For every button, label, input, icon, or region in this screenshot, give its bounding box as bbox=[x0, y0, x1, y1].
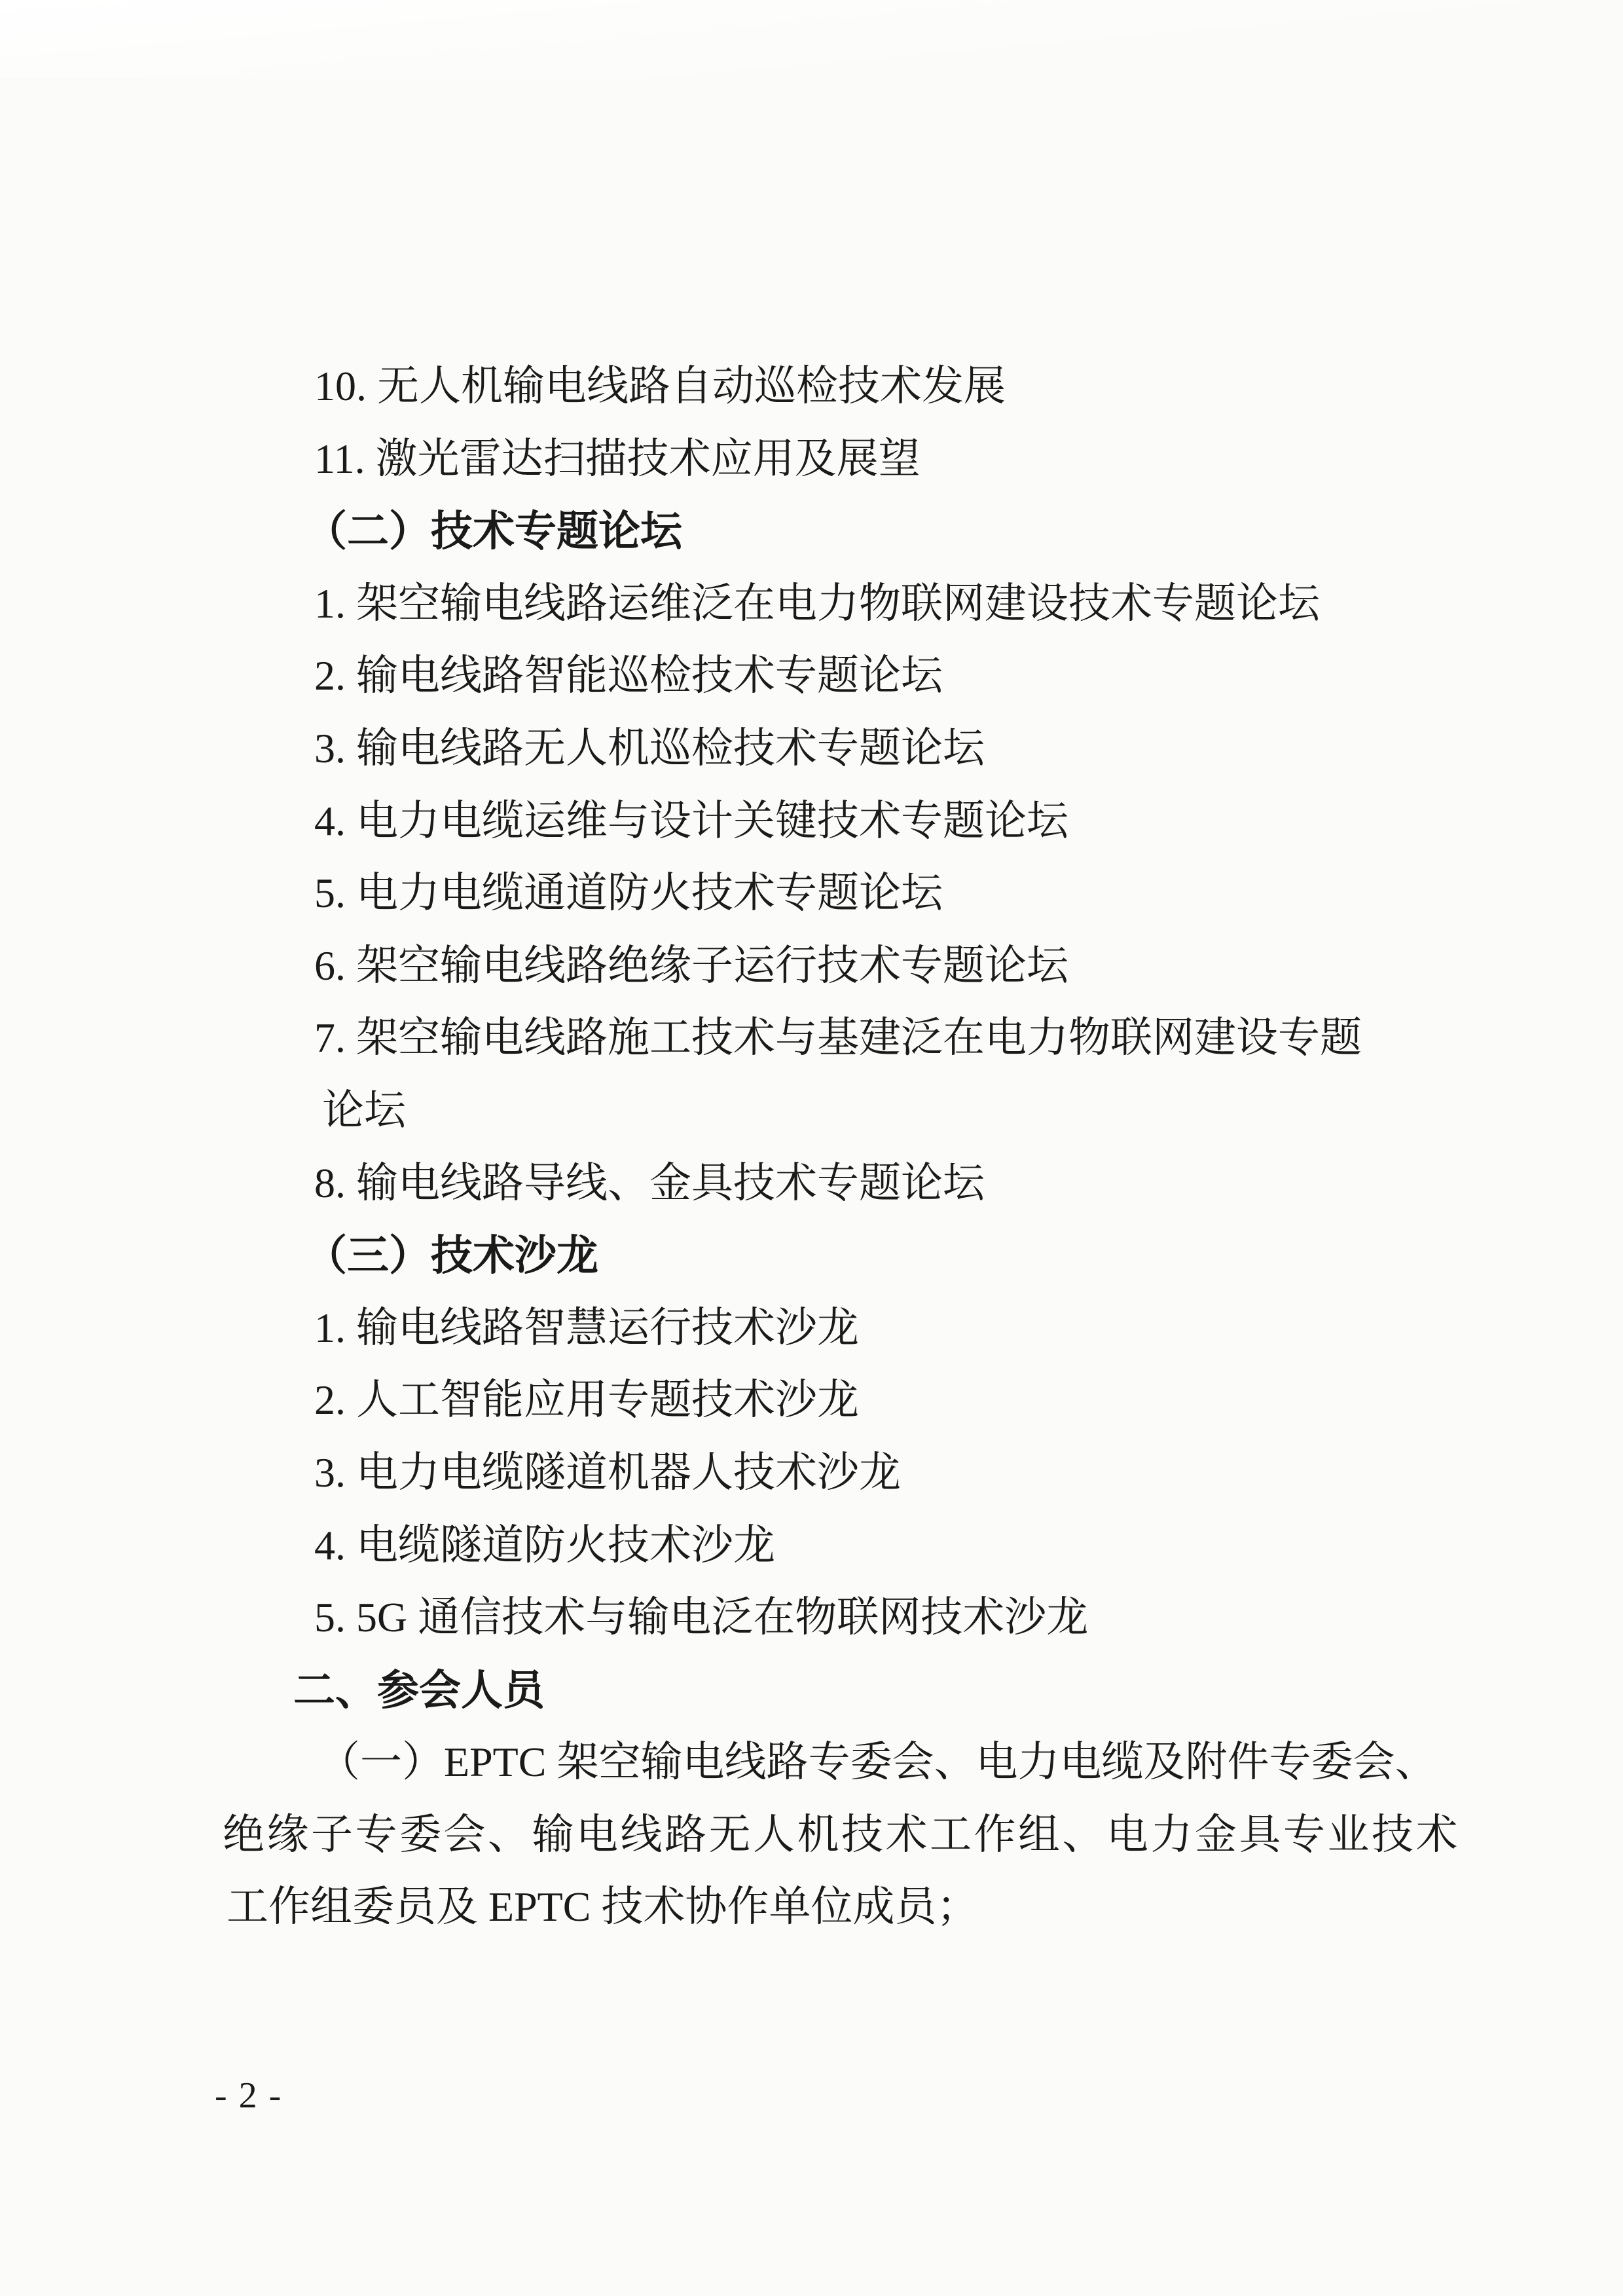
agenda-item-salon-3: 3. 电力电缆隧道机器人技术沙龙 bbox=[314, 1449, 901, 1496]
agenda-item-forum-2: 2. 输电线路智能巡检技术专题论坛 bbox=[314, 652, 943, 699]
agenda-item-salon-5: 5. 5G 通信技术与输电泛在物联网技术沙龙 bbox=[314, 1594, 1089, 1641]
subsection-heading-2: （二）技术专题论坛 bbox=[305, 508, 682, 555]
paragraph-line-1: （一）EPTC 架空输电线路专委会、电力电缆及附件专委会、 bbox=[318, 1739, 1437, 1786]
agenda-item-salon-1: 1. 输电线路智慧运行技术沙龙 bbox=[314, 1304, 859, 1351]
agenda-item-10: 10. 无人机输电线路自动巡检技术发展 bbox=[314, 363, 1006, 409]
agenda-item-salon-2: 2. 人工智能应用专题技术沙龙 bbox=[314, 1377, 859, 1424]
agenda-item-forum-5: 5. 电力电缆通道防火技术专题论坛 bbox=[314, 870, 943, 917]
agenda-item-forum-7: 7. 架空输电线路施工技术与基建泛在电力物联网建设专题 bbox=[314, 1014, 1362, 1062]
agenda-item-forum-4: 4. 电力电缆运维与设计关键技术专题论坛 bbox=[314, 797, 1068, 844]
agenda-item-forum-8: 8. 输电线路导线、金具技术专题论坛 bbox=[314, 1159, 985, 1206]
paragraph-line-3: 工作组委员及 EPTC 技术协作单位成员； bbox=[227, 1883, 979, 1931]
body-text bbox=[223, 350, 1460, 1944]
agenda-item-forum-1: 1. 架空输电线路运维泛在电力物联网建设技术专题论坛 bbox=[314, 580, 1320, 627]
section-heading-participants: 二、参会人员 bbox=[293, 1666, 545, 1714]
paragraph-line-2: 绝缘子专委会、输电线路无人机技术工作组、电力金具专业技术 bbox=[223, 1811, 1460, 1858]
subsection-heading-3: （三）技术沙龙 bbox=[305, 1232, 598, 1280]
agenda-item-forum-6: 6. 架空输电线路绝缘子运行技术专题论坛 bbox=[314, 942, 1068, 989]
agenda-item-salon-4: 4. 电缆隧道防火技术沙龙 bbox=[314, 1521, 775, 1568]
agenda-item-11: 11. 激光雷达扫描技术应用及展望 bbox=[314, 435, 921, 482]
page-number: - 2 - bbox=[215, 2075, 283, 2116]
agenda-item-forum-7-continuation: 论坛 bbox=[322, 1086, 406, 1134]
agenda-item-forum-3: 3. 输电线路无人机巡检技术专题论坛 bbox=[314, 724, 985, 771]
